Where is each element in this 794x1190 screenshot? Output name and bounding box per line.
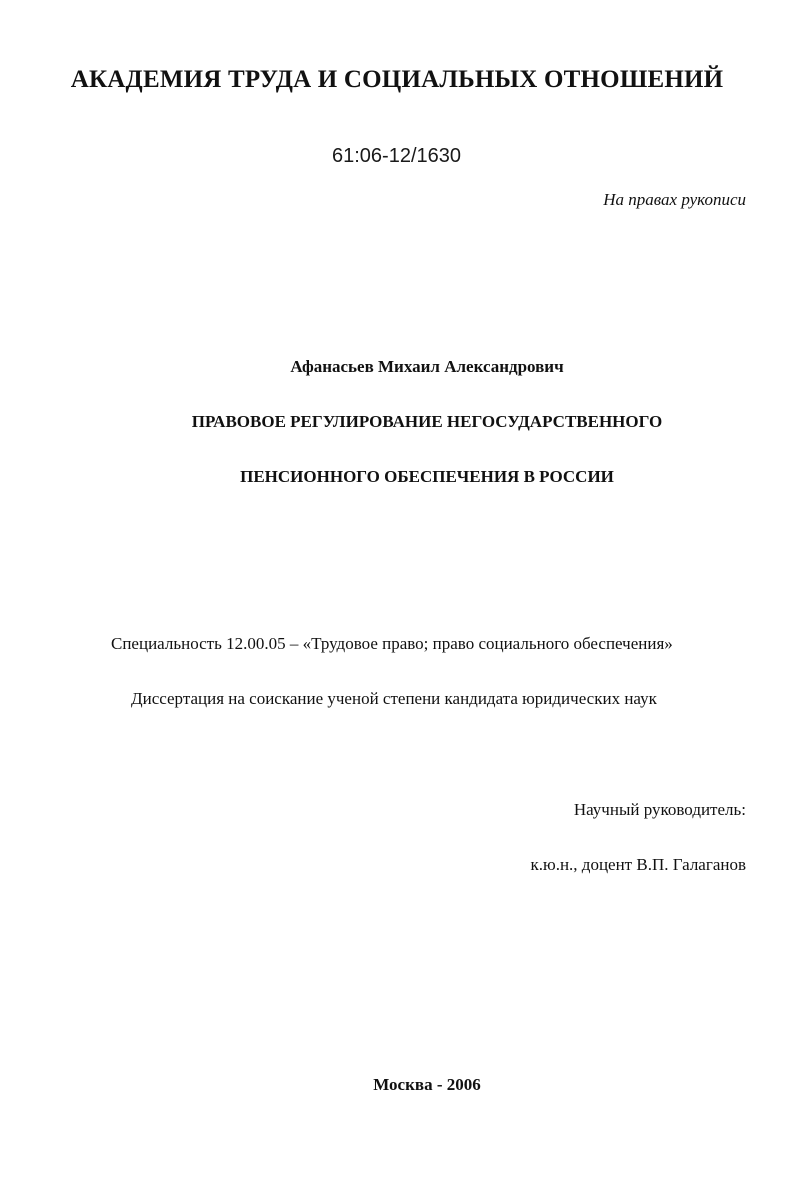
catalog-code: 61:06-12/1630 <box>332 145 462 167</box>
specialty-line: Специальность 12.00.05 – «Трудовое право; право социального обеспечения» <box>111 634 673 653</box>
degree-line: Диссертация на соискание ученой степени кандидата юридических наук <box>131 689 657 708</box>
supervisor-name: к.ю.н., доцент В.П. Галаганов <box>530 855 746 874</box>
supervisor-label: Научный руководитель: <box>573 800 746 819</box>
thesis-title-line-1: ПРАВОВОЕ РЕГУЛИРОВАНИЕ НЕГОСУДАРСТВЕННОГО <box>191 412 663 431</box>
thesis-title-line-2: ПЕНСИОННОГО ОБЕСПЕЧЕНИЯ В РОССИИ <box>240 467 614 486</box>
city-year: Москва - 2006 <box>373 1075 481 1094</box>
institution-name: АКАДЕМИЯ ТРУДА И СОЦИАЛЬНЫХ ОТНОШЕНИЙ <box>70 66 724 93</box>
manuscript-note: На правах рукописи <box>603 190 746 209</box>
author-name: Афанасьев Михаил Александрович <box>290 357 564 376</box>
